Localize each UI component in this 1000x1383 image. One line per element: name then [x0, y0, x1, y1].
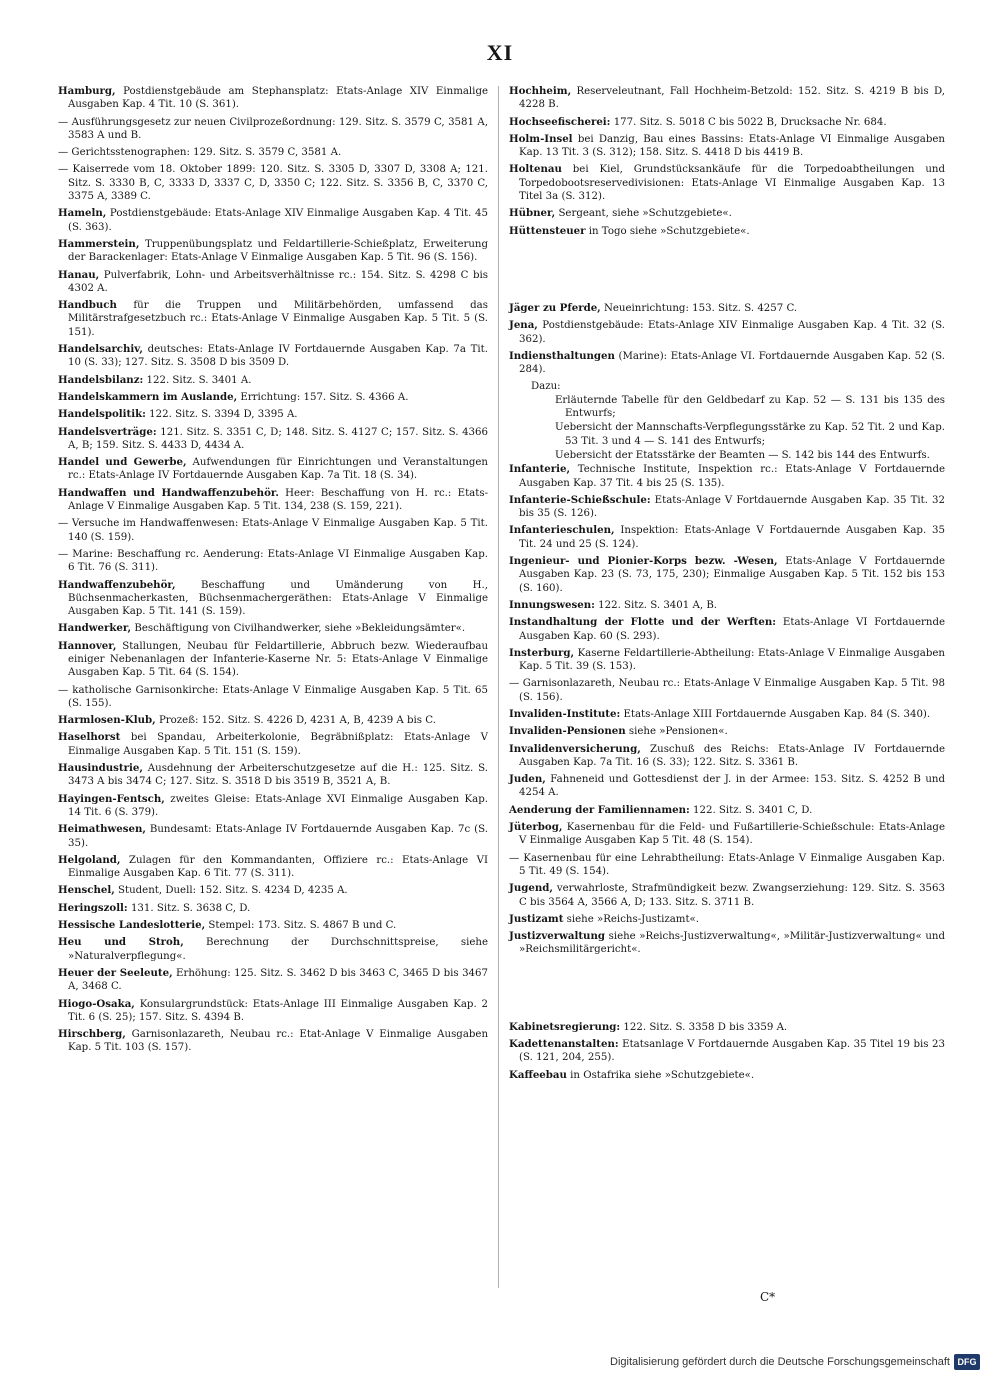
entry-keyword: Henschel, — [58, 884, 115, 897]
entry-text: siehe »Reichs-Justizverwaltung«, »Militär-Justizverwaltung« und »Reichsmilitärgericht«. — [519, 931, 945, 956]
index-entry — [509, 207, 945, 220]
entry-text: bei Spandau, Arbeiterkolonie, Begräbnißplatz: Etats-Anlage V Einmalige Ausgaben Kap. 5 Tit. 151 (S. 159). — [68, 732, 488, 757]
dazu-item: Uebersicht der Etatsstärke der Beamten — S. 142 bis 144 des Entwurfs. — [555, 449, 930, 461]
index-entry — [509, 1069, 945, 1082]
index-entry — [509, 821, 945, 848]
entry-text: Kasernenbau für die Feld- und Fußartillerie-Schießschule: Etats-Anlage V Einmalige Ausgaben Kap 5 Tit. 48 (S. 154). — [519, 822, 945, 847]
entry-text: Postdienstgebäude am Stephansplatz: Etats-Anlage XIV Einmalige Ausgaben Kap. 4 Tit. 10 (S. 361). — [68, 86, 488, 111]
entry-keyword: Handelspolitik: — [58, 408, 146, 421]
entry-text: Aufwendungen für Einrichtungen und Veranstaltungen rc.: Etats-Anlage IV Fortdauernde Ausgaben Kap. 7a Tit. 18 (S. 34). — [68, 457, 488, 482]
entry-keyword: Heringszoll: — [58, 901, 128, 914]
entry-keyword: Invaliden-Institute: — [509, 707, 621, 720]
entry-text: Prozeß: 152. Sitz. S. 4226 D, 4231 A, B, 4239 A bis C. — [155, 715, 436, 727]
entry-keyword: Handelsverträge: — [58, 425, 157, 438]
column-divider — [498, 86, 499, 1288]
entry-text: Zulagen für den Kommandanten, Offiziere rc.: Etats-Anlage VI Einmalige Ausgaben Kap. 6 Tit. 77 (S. 311). — [68, 854, 488, 880]
index-entry — [58, 238, 488, 265]
entry-text: Errichtung: 157. Sitz. S. 4366 A. — [237, 391, 409, 403]
entry-keyword: Kadettenanstalten: — [509, 1038, 619, 1051]
index-entry — [509, 133, 945, 160]
index-entry — [509, 599, 945, 612]
index-entry — [58, 714, 488, 727]
index-entry — [509, 1021, 945, 1034]
entry-keyword: Holtenau — [509, 163, 562, 176]
entry-text: — katholische Garnisonkirche: Etats-Anlage V Einmalige Ausgaben Kap. 5 Tit. 65 (S. 155). — [58, 684, 488, 709]
entry-keyword: Infanterieschulen, — [509, 524, 615, 537]
index-entry — [58, 684, 488, 711]
entry-keyword: Kabinetsregierung: — [509, 1020, 621, 1033]
dazu-item: Uebersicht der Mannschafts-Verpflegungsstärke zu Kap. 52 Tit. 2 und Kap. 53 Tit. 3 und 4 — S. 141 des Entwurfs; — [555, 422, 945, 447]
entry-keyword: Holm-Insel — [509, 132, 573, 145]
entry-text: verwahrloste, Strafmündigkeit bezw. Zwangserziehung: 129. Sitz. S. 3563 C bis 3564 A, 3566 A, D; 133. Sitz. S. 3711 B. — [519, 883, 945, 908]
entry-text: Student, Duell: 152. Sitz. S. 4234 D, 4235 A. — [114, 885, 348, 897]
entry-keyword: Aenderung der Familiennamen: — [509, 803, 690, 816]
index-entry — [58, 884, 488, 897]
entry-text: 122. Sitz. S. 3358 D bis 3359 A. — [620, 1021, 788, 1033]
entry-text: bei Kiel, Grundstücksankäufe für die Torpedoabtheilungen und Torpedobootsreservedivisionen: Etats-Anlage VI Einmalige Ausgaben Kap. 13 Titel 3a (S. 312). — [519, 164, 945, 203]
entry-text: Etats-Anlage V Fortdauernde Ausgaben Kap. 23 (S. 73, 175, 230); Einmalige Ausgaben Kap. 5 Tit. 152 bis 153 (S. 160). — [519, 556, 946, 594]
index-entry — [58, 391, 488, 404]
entry-keyword: Hüttensteuer — [509, 224, 586, 237]
dazu-label: Dazu: — [531, 381, 561, 393]
index-entry — [509, 85, 945, 112]
index-entry — [509, 225, 945, 238]
entry-keyword: Hessische Landeslotterie, — [58, 919, 206, 932]
entry-keyword: Indiensthaltungen — [509, 349, 615, 362]
index-entry — [58, 299, 488, 339]
entry-keyword: Ingenieur- und Pionier-Korps bezw. -Wesen, — [509, 555, 778, 568]
index-entry — [509, 708, 945, 721]
entry-keyword: Hirschberg, — [58, 1028, 126, 1041]
index-entry — [58, 426, 488, 453]
index-entry — [58, 967, 488, 994]
entry-text: Konsulargrundstück: Etats-Anlage III Einmalige Ausgaben Kap. 2 Tit. 6 (S. 25); 157. Sitz. S. 4394 B. — [68, 998, 488, 1023]
dazu-item: Erläuternde Tabelle für den Geldbedarf zu Kap. 52 — S. 131 bis 135 des Entwurfs; — [555, 394, 945, 420]
footer-credit: Digitalisierung gefördert durch die Deutsche Forschungsgemeinschaft — [610, 1356, 950, 1368]
entry-text: Neueinrichtung: 153. Sitz. S. 4257 C. — [600, 302, 798, 314]
signature-mark: C* — [760, 1290, 776, 1304]
entry-keyword: Jugend, — [509, 882, 553, 895]
entry-text: — Versuche im Handwaffenwesen: Etats-Anlage V Einmalige Ausgaben Kap. 5 Tit. 140 (S. 159). — [58, 518, 488, 543]
index-entry — [58, 343, 488, 370]
index-entry — [58, 116, 488, 143]
entry-text: Inspektion: Etats-Anlage V Fortdauernde Ausgaben Kap. 35 Tit. 24 und 25 (S. 124). — [519, 525, 945, 550]
entry-text: Zuschuß des Reichs: Etats-Anlage IV Fortdauernde Ausgaben Kap. 7a Tit. 16 (S. 33); 122. Sitz. S. 3361 B. — [519, 743, 945, 768]
entry-text: Postdienstgebäude: Etats-Anlage XIV Einmalige Ausgaben Kap. 4 Tit. 45 (S. 363). — [68, 208, 488, 233]
entry-text: deutsches: Etats-Anlage IV Fortdauernde Ausgaben Kap. 7a Tit. 10 (S. 33); 127. Sitz. S. 3508 D bis 3509 D. — [68, 344, 488, 369]
entry-keyword: Jüterbog, — [509, 821, 563, 834]
section-i-j-continued — [509, 463, 945, 957]
entry-text: 121. Sitz. S. 3351 C, D; 148. Sitz. S. 4127 C; 157. Sitz. S. 4366 A, B; 159. Sitz. S. 4433 D, 4434 A. — [68, 426, 488, 451]
index-entry — [509, 647, 945, 674]
entry-text: Etatsanlage V Fortdauernde Ausgaben Kap. 35 Titel 19 bis 23 (S. 121, 204, 255). — [519, 1039, 945, 1064]
entry-text: 122. Sitz. S. 3394 D, 3395 A. — [145, 409, 298, 421]
entry-text: 122. Sitz. S. 3401 A. — [143, 374, 252, 386]
dfg-logo: DFG — [954, 1354, 980, 1370]
entry-keyword: Handwerker, — [58, 622, 132, 635]
entry-text: in Ostafrika siehe »Schutzgebiete«. — [566, 1069, 755, 1081]
entry-keyword: Invaliden-Pensionen — [509, 725, 626, 738]
index-entry — [509, 319, 945, 346]
index-entry — [509, 882, 945, 909]
index-entry — [509, 852, 945, 879]
index-entry — [58, 207, 488, 234]
entry-keyword: Handelsbilanz: — [58, 373, 144, 386]
entry-keyword: Handelskammern im Auslande, — [58, 390, 238, 403]
entry-text: siehe »Reichs-Justizamt«. — [563, 913, 700, 925]
entry-keyword: Heuer der Seeleute, — [58, 966, 173, 979]
entry-keyword: Hannover, — [58, 639, 117, 652]
index-entry — [509, 302, 945, 315]
index-entry — [58, 163, 488, 203]
entry-keyword: Hausindustrie, — [58, 762, 143, 775]
entry-text: — Kasernenbau für eine Lehrabtheilung: Etats-Anlage V Einmalige Ausgaben Kap. 5 Tit. 49 (S. 154). — [509, 852, 945, 877]
index-entry — [58, 998, 488, 1025]
entry-keyword: Insterburg, — [509, 646, 575, 659]
index-entry — [509, 463, 945, 490]
entry-keyword: Kaffeebau — [509, 1068, 567, 1081]
entry-text: 131. Sitz. S. 3638 C, D. — [127, 902, 251, 914]
entry-text: Etats-Anlage XIII Fortdauernde Ausgaben Kap. 84 (S. 340). — [620, 708, 931, 720]
entry-text: Stempel: 173. Sitz. S. 4867 B und C. — [205, 920, 397, 932]
entry-text: siehe »Pensionen«. — [625, 726, 728, 738]
entry-keyword: Hammerstein, — [58, 237, 140, 250]
entry-text: Stallungen, Neubau für Feldartillerie, Abbruch bezw. Wiederaufbau einiger Nebenanlagen der Infanterie-Kaserne Nr. 5: Etats-Anlage V Einmalige Ausgaben Kap. 5 Tit. 64 (S. 154). — [68, 640, 488, 679]
entry-keyword: Hayingen-Fentsch, — [58, 792, 165, 805]
index-entry — [509, 913, 945, 926]
entry-text: Kaserne Feldartillerie-Abtheilung: Etats-Anlage V Einmalige Ausgaben Kap. 5 Tit. 39 (S. 153). — [519, 647, 945, 673]
entry-keyword: Justizamt — [509, 912, 564, 925]
entry-text: Fahneneid und Gottesdienst der J. in der Armee: 153. Sitz. S. 4252 B und 4254 A. — [519, 774, 945, 799]
index-entry — [509, 555, 945, 595]
entry-text: Reserveleutnant, Fall Hochheim-Betzold: 152. Sitz. S. 4219 B bis D, 4228 B. — [519, 86, 945, 111]
entry-keyword: Hochheim, — [509, 85, 572, 97]
entry-text: 177. Sitz. S. 5018 C bis 5022 B, Drucksache Nr. 684. — [610, 116, 887, 128]
index-entry — [58, 548, 488, 575]
index-entry — [509, 116, 945, 129]
dazu-list — [509, 394, 945, 462]
index-entry — [58, 793, 488, 820]
entry-keyword: Hamburg, — [58, 85, 116, 97]
entry-keyword: Handbuch — [58, 299, 117, 312]
entry-keyword: Instandhaltung der Flotte und der Werften: — [509, 616, 777, 629]
index-entry — [58, 731, 488, 758]
entry-text: Berechnung der Durchschnittspreise, siehe »Naturalverpflegung«. — [68, 937, 488, 962]
entry-text: — Gerichtsstenographen: 129. Sitz. S. 3579 C, 3581 A. — [58, 147, 342, 159]
section-h-continued — [509, 85, 945, 238]
entry-keyword: Hameln, — [58, 207, 107, 220]
entry-keyword: Heu und Stroh, — [58, 936, 184, 949]
entry-text: Technische Institute, Inspektion rc.: Etats-Anlage V Fortdauernde Ausgaben Kap. 37 Tit. 4 bis 25 (S. 135). — [519, 464, 945, 489]
entry-text: Etats-Anlage VI Fortdauernde Ausgaben Kap. 60 (S. 293). — [519, 617, 945, 642]
entry-text: Garnisonlazareth, Neubau rc.: Etat-Anlage V Einmalige Ausgaben Kap. 5 Tit. 103 (S. 157). — [68, 1029, 488, 1054]
entry-keyword: Handwaffenzubehör, — [58, 578, 176, 591]
entry-keyword: Infanterie, — [509, 463, 571, 476]
index-entry — [58, 854, 488, 881]
index-entry — [509, 677, 945, 704]
entry-text: Bundesamt: Etats-Anlage IV Fortdauernde Ausgaben Kap. 7c (S. 35). — [68, 824, 488, 849]
entry-keyword: Hiogo-Osaka, — [58, 997, 135, 1010]
index-entry — [509, 930, 945, 957]
entry-text: für die Truppen und Militärbehörden, umfassend das Militärstrafgesetzbuch rc.: Etats-Anlage V Einmalige Ausgaben Kap. 5 Tit. 5 (S. 151). — [68, 300, 488, 338]
entry-text: 122. Sitz. S. 3401 A, B. — [594, 599, 718, 611]
index-entry — [58, 640, 488, 680]
entry-text: — Ausführungsgesetz zur neuen Civilprozeßordnung: 129. Sitz. S. 3579 C, 3581 A, 3583 A und B. — [58, 116, 488, 141]
index-entry — [509, 616, 945, 643]
entry-keyword: Hübner, — [509, 207, 556, 220]
entry-keyword: Helgoland, — [58, 853, 121, 866]
index-entry — [58, 823, 488, 850]
entry-keyword: Handwaffen und Handwaffenzubehör. — [58, 486, 279, 499]
entry-keyword: Hanau, — [58, 268, 100, 281]
index-entry — [509, 743, 945, 770]
entry-text: in Togo siehe »Schutzgebiete«. — [585, 225, 750, 237]
entry-text: Etats-Anlage V Fortdauernde Ausgaben Kap. 35 Tit. 32 bis 35 (S. 126). — [519, 494, 945, 520]
entry-text: Ausdehnung der Arbeiterschutzgesetze auf die H.: 125. Sitz. S. 3473 A bis 3474 C; 127. Sitz. S. 3518 D bis 3519 B, 3521 A, B. — [68, 763, 488, 788]
entry-keyword: Innungswesen: — [509, 598, 595, 611]
index-entry — [58, 85, 488, 112]
entry-keyword: Haselhorst — [58, 731, 121, 744]
entry-text: (Marine): Etats-Anlage VI. Fortdauernde Ausgaben Kap. 52 (S. 284). — [519, 350, 945, 376]
entry-text: Beschäftigung von Civilhandwerker, siehe »Bekleidungsämter«. — [131, 623, 466, 635]
entry-text: Heer: Beschaffung von H. rc.: Etats-Anlage V Einmalige Ausgaben Kap. 5 Tit. 134, 238 (S. 159, 221). — [68, 487, 489, 513]
index-entry — [58, 1028, 488, 1055]
index-entry — [58, 579, 488, 619]
index-entry — [58, 919, 488, 932]
index-entry — [509, 804, 945, 817]
index-entry — [58, 456, 488, 483]
index-entry — [58, 622, 488, 635]
entry-keyword: Jena, — [509, 319, 538, 332]
entry-keyword: Harmlosen-Klub, — [58, 714, 156, 727]
entry-text: zweites Gleise: Etats-Anlage XVI Einmalige Ausgaben Kap. 14 Tit. 6 (S. 379). — [68, 793, 488, 818]
index-entry — [58, 146, 488, 159]
entry-keyword: Jäger zu Pferde, — [509, 301, 601, 314]
entry-text: Sergeant, siehe »Schutzgebiete«. — [555, 208, 732, 220]
entry-keyword: Infanterie-Schießschule: — [509, 493, 651, 506]
entry-text: Truppenübungsplatz und Feldartillerie-Schießplatz, Erweiterung der Barackenlager: Etats-Anlage V Einmalige Ausgaben Kap. 5 Tit. 96 (S. 156). — [68, 238, 488, 264]
index-entry — [509, 350, 945, 377]
index-entry — [509, 725, 945, 738]
index-entry — [509, 524, 945, 551]
index-entry — [58, 374, 488, 387]
index-entry — [58, 269, 488, 296]
index-entry — [509, 1038, 945, 1065]
entry-text: Postdienstgebäude: Etats-Anlage XIV Einmalige Ausgaben Kap. 4 Tit. 32 (S. 362). — [519, 320, 945, 345]
page-number: XI — [486, 40, 514, 65]
index-entry — [58, 517, 488, 544]
entry-text: — Garnisonlazareth, Neubau rc.: Etats-Anlage V Einmalige Ausgaben Kap. 5 Tit. 98 (S. 156). — [509, 678, 945, 703]
footer — [0, 1352, 1000, 1376]
index-entry — [509, 494, 945, 521]
entry-keyword: Justizverwaltung — [509, 930, 605, 943]
entry-text: Beschaffung und Umänderung von H., Büchsenmacherkasten, Büchsenmachergeräthen: Etats-Anlage V Einmalige Ausgaben Kap. 5 Tit. 141 (S. 159). — [68, 579, 488, 618]
entry-text: 122. Sitz. S. 3401 C, D. — [689, 804, 813, 816]
left-column — [58, 85, 488, 1059]
section-k — [509, 1021, 945, 1082]
index-entry — [58, 762, 488, 789]
index-entry — [509, 773, 945, 800]
right-column — [509, 85, 945, 1086]
entry-text: — Kaiserrede vom 18. Oktober 1899: 120. Sitz. S. 3305 D, 3307 D, 3308 A; 121. Sitz. S. 3330 B, C, 3333 D, 3337 C, D, 3350 C; 122. Sitz. S. 3356 B, C, 3370 C, 3375 A, 3389 C. — [58, 164, 488, 203]
section-i-j — [509, 302, 945, 376]
index-entry — [58, 936, 488, 963]
entry-keyword: Invalidenversicherung, — [509, 742, 641, 755]
entry-keyword: Hochseefischerei: — [509, 115, 611, 128]
entry-text: — Marine: Beschaffung rc. Aenderung: Etats-Anlage VI Einmalige Ausgaben Kap. 6 Tit. 76 (S. 311). — [58, 548, 488, 574]
index-entry — [58, 902, 488, 915]
entry-text: Erhöhung: 125. Sitz. S. 3462 D bis 3463 C, 3465 D bis 3467 A, 3468 C. — [68, 967, 488, 993]
index-entry — [58, 487, 488, 514]
index-entry — [509, 163, 945, 203]
entry-text: Pulverfabrik, Lohn- und Arbeitsverhältnisse rc.: 154. Sitz. S. 4298 C bis 4302 A. — [68, 269, 488, 294]
entry-keyword: Handelsarchiv, — [58, 343, 143, 356]
entry-keyword: Heimathwesen, — [58, 823, 146, 836]
entry-text: bei Danzig, Bau eines Bassins: Etats-Anlage VI Einmalige Ausgaben Kap. 13 Tit. 3 (S. 312); 158. Sitz. S. 4418 D bis 4419 B. — [519, 133, 945, 159]
entry-keyword: Juden, — [509, 773, 546, 786]
entry-keyword: Handel und Gewerbe, — [58, 456, 187, 469]
index-entry — [58, 408, 488, 421]
